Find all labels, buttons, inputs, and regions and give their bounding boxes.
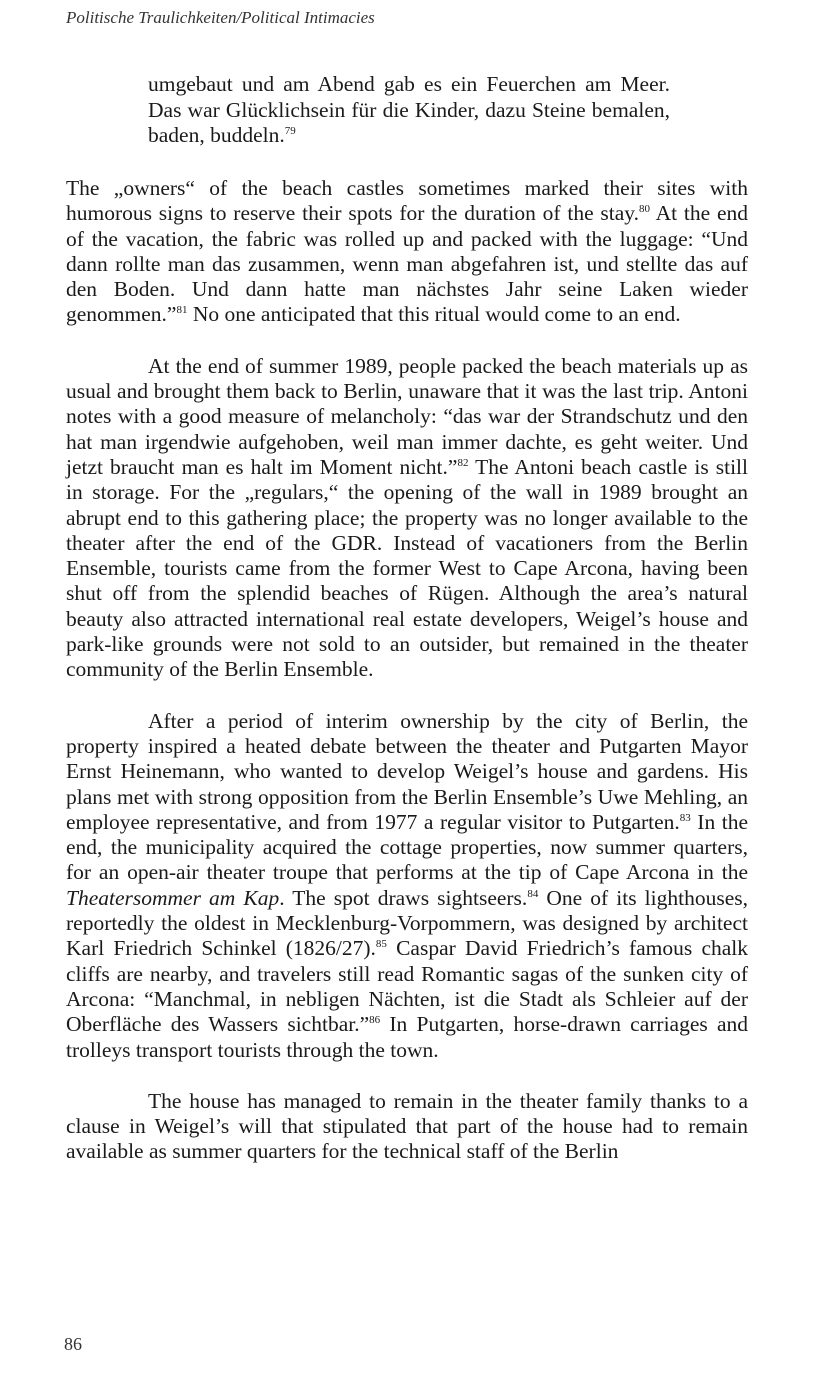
text-run: Caspar David Friedrich’s famous chalk cliffs are nearby, and travelers still read Romantic sagas of the sunken city of Arcona: “Manchmal, in nebligen Nächten, ist die Stadt als Schleier auf der Oberfläche des Wassers sichtbar.” — [66, 936, 748, 1037]
paragraph-4 — [66, 1089, 748, 1165]
running-head: Politische Traulichkeiten/Political Intimacies — [66, 8, 375, 27]
footnote-marker: 80 — [639, 203, 651, 216]
text-run: At the end of summer 1989, people packed the beach materials up as usual and brought them back to Berlin, unaware that it was the last trip. Antoni notes with a good measure of melancholy: “das war der Strandschutz und den hat man irgendwie aufgehoben, weil man immer dachte, es geht weiter. Und jetzt braucht man es halt im Moment nicht.” — [66, 353, 748, 479]
text-run: One of its lighthouses, reportedly the oldest in Mecklenburg-Vorpommern, was designed by architect Karl Friedrich Schinkel (1826/27). — [66, 885, 748, 961]
text-run: No one anticipated that this ritual would come to an end. — [187, 302, 681, 327]
body-text — [66, 176, 748, 1191]
footnote-marker: 79 — [284, 124, 296, 137]
footnote-marker: 85 — [375, 938, 387, 951]
text-run: In the end, the municipality acquired the cottage properties, now summer quarters, for an open-air theater troupe that performs at the tip of Cape Arcona in the — [66, 809, 748, 885]
page-number: 86 — [64, 1334, 82, 1354]
paragraph-2 — [66, 354, 748, 683]
text-run: The Antoni beach castle is still in storage. For the „regulars,“ the opening of the wall in 1989 brought an abrupt end to this gathering place; the property was no longer available to the theater after the end of the GDR. Instead of vacationers from the Berlin Ensemble, tourists came from the former West to Cape Arcona, having been shut off from the splendid beaches of Rügen. Although the area’s natural beauty also attracted international real estate developers, Weigel’s house and park-like grounds were not sold to an outsider, but remained in the theater community of the Berlin Ensemble. — [66, 454, 748, 682]
quote-text: umgebaut und am Abend gab es ein Feuerchen am Meer. Das war Glücklichsein für die Kinder, dazu Steine bemalen, baden, buddeln. — [148, 72, 670, 147]
paragraph-3 — [66, 709, 748, 1063]
text-run: The house has managed to remain in the theater family thanks to a clause in Weigel’s will that stipulated that part of the house had to remain available as summer quarters for the technical staff of the Berlin — [66, 1088, 748, 1164]
text-run: At the end of the vacation, the fabric was rolled up and packed with the luggage: “Und dann rollte man das zusammen, wenn man abgefahren ist, und stellte das auf den Boden. Und dann hatte man nächstes Jahr seine Laken wieder genommen.” — [66, 201, 749, 327]
text-run: After a period of interim ownership by the city of Berlin, the property inspired a heated debate between the theater and Putgarten Mayor Ernst Heinemann, who wanted to develop Weigel’s house and gardens. His plans met with strong opposition from the Berlin Ensemble’s Uwe Mehling, an employee representative, and from 1977 a regular visitor to Putgarten. — [66, 708, 748, 834]
text-run: In Putgarten, horse-drawn carriages and trolleys transport tourists through the town. — [66, 1012, 749, 1062]
footnote-marker: 81 — [176, 304, 188, 317]
footnote-marker: 83 — [679, 811, 691, 824]
paragraph-1 — [66, 176, 748, 328]
footnote-marker: 86 — [369, 1014, 381, 1027]
block-quote — [148, 72, 670, 149]
footnote-marker: 82 — [457, 456, 469, 469]
footnote-marker: 84 — [527, 887, 539, 900]
text-run: . The spot draws sightseers. — [279, 885, 528, 910]
italic-title: Theatersommer am Kap — [66, 885, 280, 910]
text-run: The „owners“ of the beach castles sometimes marked their sites with humorous signs to reserve their spots for the duration of the stay. — [66, 176, 748, 226]
